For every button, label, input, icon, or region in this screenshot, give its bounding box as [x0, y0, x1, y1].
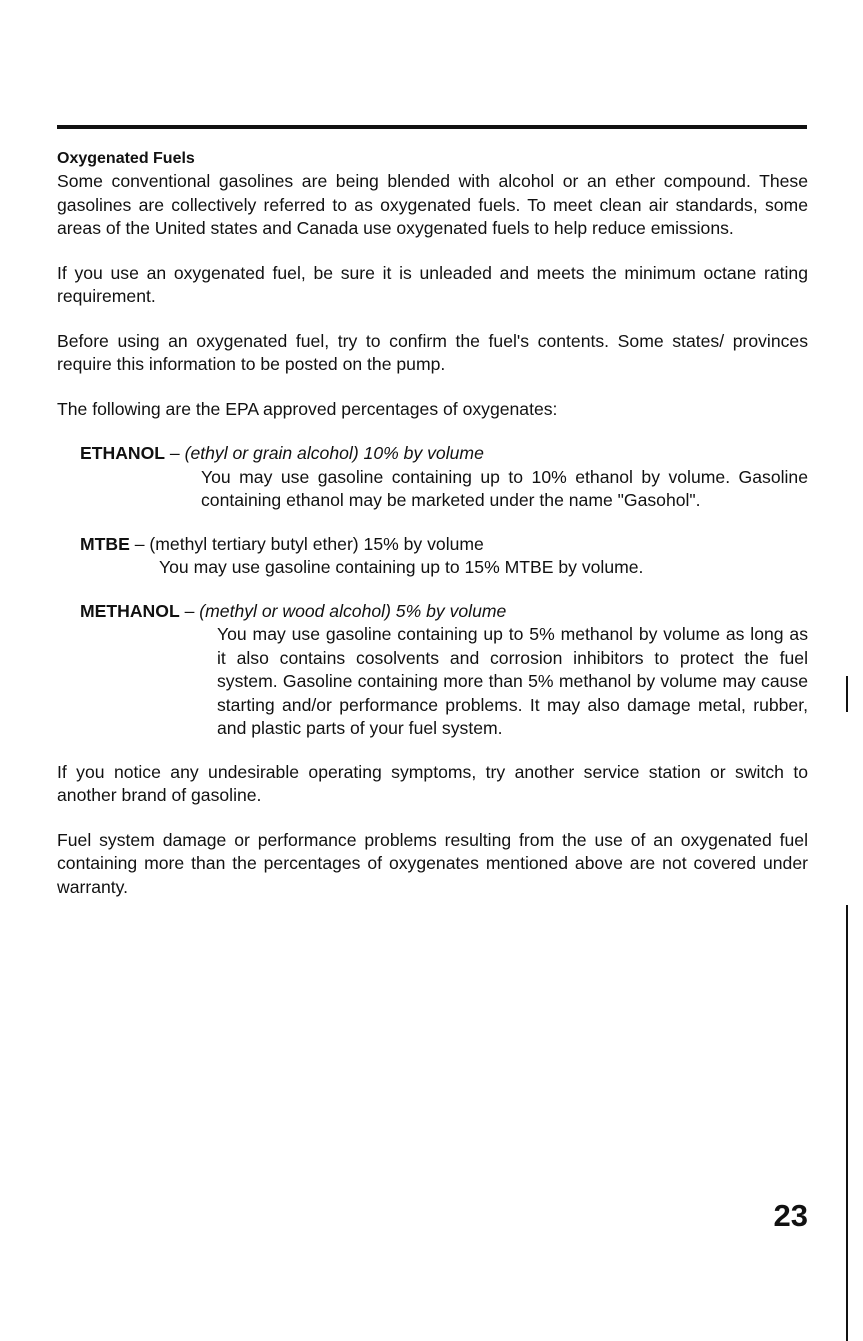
oxygenate-methanol	[57, 600, 808, 741]
oxygenate-body: You may use gasoline containing up to 15% MTBE by volume.	[159, 557, 644, 577]
section-heading: Oxygenated Fuels	[57, 150, 195, 167]
body-paragraph: Fuel system damage or performance problems resulting from the use of an oxygenated fuel containing more than the percentages of oxygenates mentioned above are not covered under warranty.	[57, 829, 808, 897]
separator-dash: –	[184, 600, 195, 621]
page-content	[57, 147, 808, 920]
oxygenate-header	[80, 533, 808, 557]
oxygenate-term: MTBE	[80, 533, 130, 554]
edge-mark	[846, 905, 848, 1341]
oxygenate-ethanol	[57, 442, 808, 513]
oxygenate-mtbe	[57, 533, 808, 580]
body-paragraph: If you notice any undesirable operating symptoms, try another service station or switch to another brand of gasoline.	[57, 761, 808, 805]
oxygenate-term: ETHANOL	[80, 443, 166, 463]
page-number: 23	[773, 1198, 808, 1233]
oxygenate-description: (methyl tertiary butyl ether) 15% by volume	[149, 533, 484, 554]
oxygenate-body: You may use gasoline containing up to 10% ethanol by volume. Gasoline containing ethanol may be marketed under the name "Gasohol".	[201, 466, 808, 510]
oxygenate-header	[80, 600, 808, 624]
top-rule	[57, 125, 807, 129]
oxygenate-body: You may use gasoline containing up to 5% methanol by volume as long as it also contains cosolvents and corrosion inhibitors to protect the fuel system. Gasoline containing more than 5% methanol by volume may cause starting and/or performance problems. It may also damage metal, rubber, and plastic parts of your fuel system.	[217, 624, 808, 738]
oxygenate-description: (methyl or wood alcohol) 5% by volume	[199, 600, 507, 621]
oxygenate-term: METHANOL	[80, 600, 180, 621]
oxygenate-description: (ethyl or grain alcohol) 10% by volume	[184, 443, 484, 463]
body-paragraph: Before using an oxygenated fuel, try to confirm the fuel's contents. Some states/ provinces require this information to be posted on the pump.	[57, 330, 808, 374]
body-paragraph: The following are the EPA approved percentages of oxygenates:	[57, 398, 558, 419]
oxygenate-header	[80, 442, 808, 466]
body-paragraph: If you use an oxygenated fuel, be sure it is unleaded and meets the minimum octane rating requirement.	[57, 262, 808, 306]
body-paragraph: Some conventional gasolines are being blended with alcohol or an ether compound. These gasolines are collectively referred to as oxygenated fuels. To meet clean air standards, some areas of the United states and Canada use oxygenated fuels to help reduce emissions.	[57, 171, 808, 238]
separator-dash: –	[169, 443, 180, 463]
separator-dash: –	[134, 533, 145, 554]
edge-mark	[846, 676, 848, 712]
